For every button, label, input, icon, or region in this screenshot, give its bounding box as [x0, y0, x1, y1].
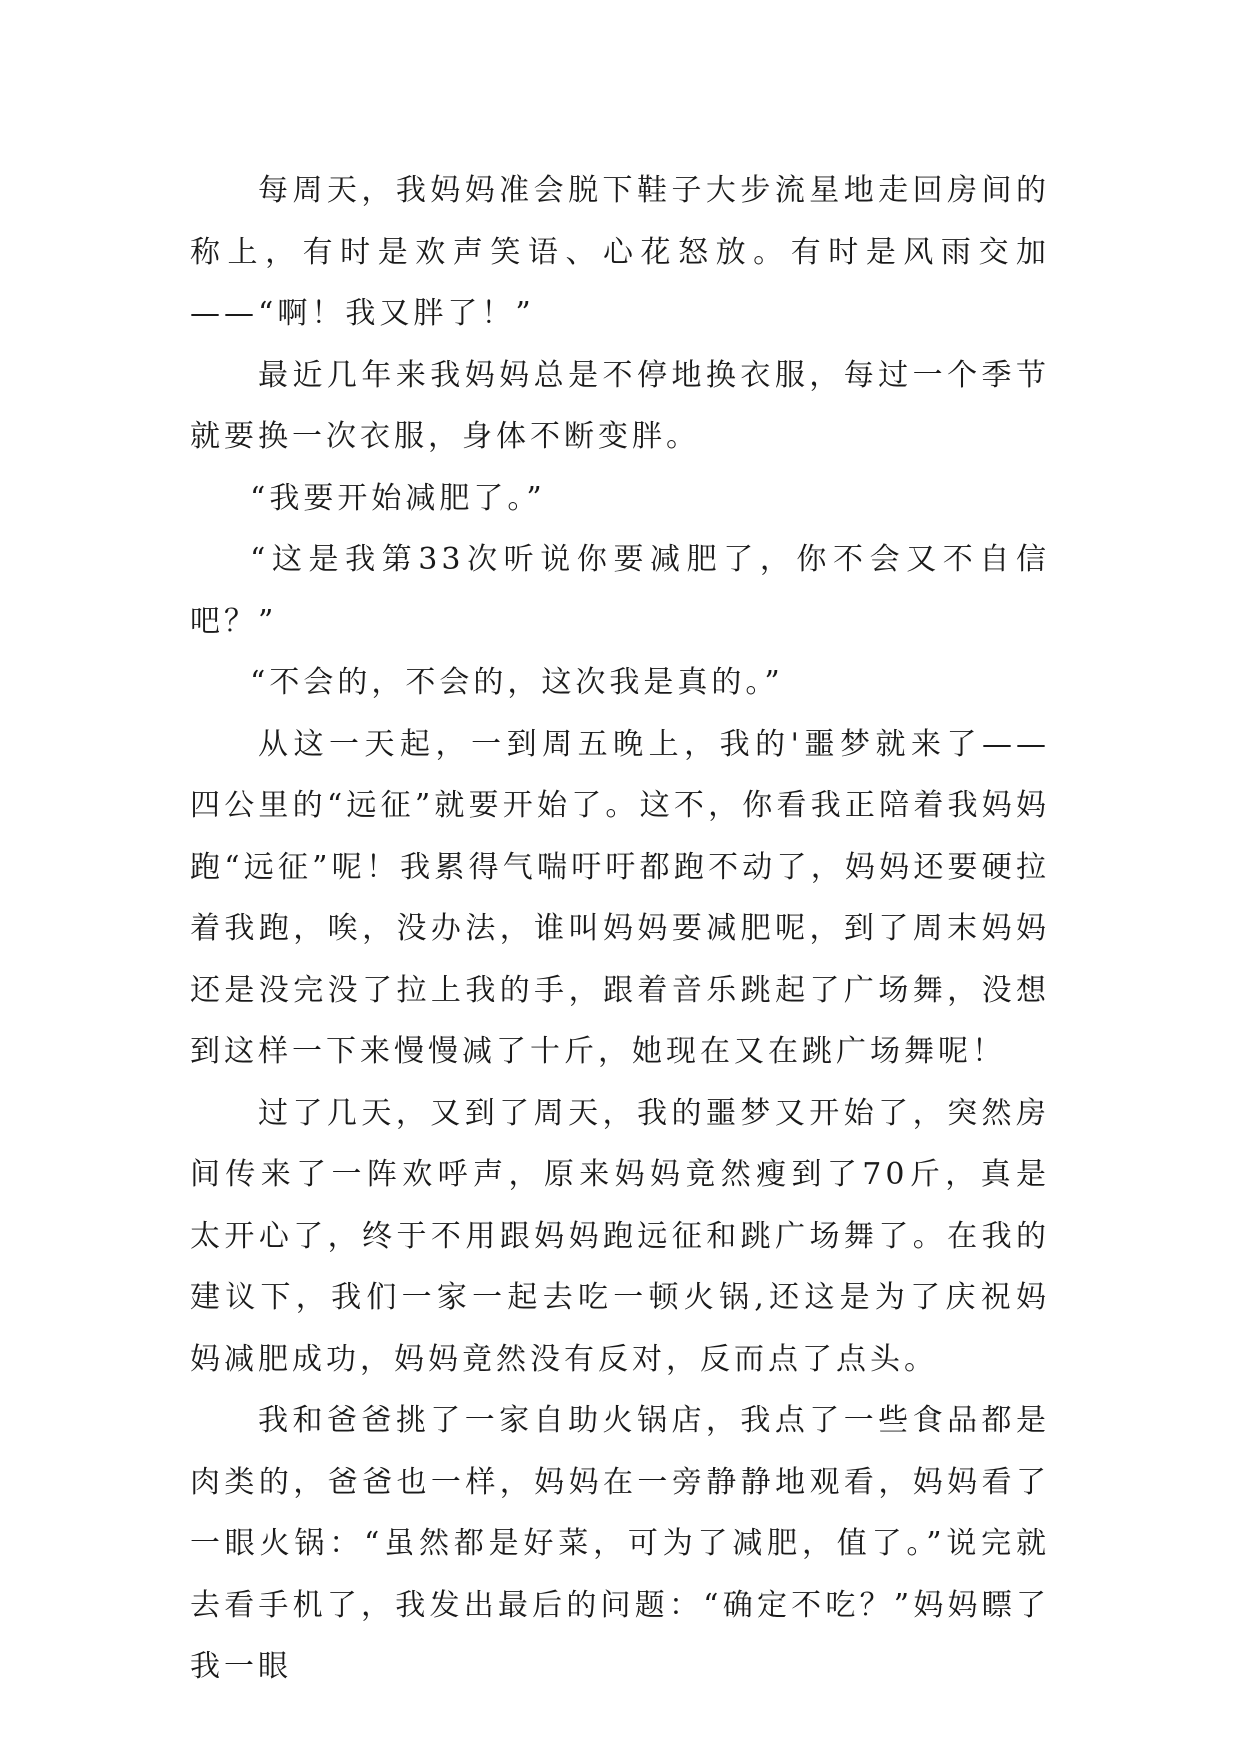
document-body — [190, 160, 1050, 1698]
paragraph-1: 每周天，我妈妈准会脱下鞋子大步流星地走回房间的称上，有时是欢声笑语、心花怒放。有时是风雨交加——“啊！我又胖了！” — [190, 173, 1050, 331]
paragraph-7: 过了几天，又到了周天，我的噩梦又开始了，突然房间传来了一阵欢呼声，原来妈妈竟然瘦到了70斤，真是太开心了，终于不用跟妈妈跑远征和跳广场舞了。在我的建议下，我们一家一起去吃一顿火锅,还这是为了庆祝妈妈减肥成功，妈妈竟然没有反对，反而点了点头。 — [190, 1095, 1050, 1377]
paragraph-4: “这是我第33次听说你要减肥了，你不会又不自信吧？” — [190, 542, 1050, 639]
paragraph-6: 从这一天起，一到周五晚上，我的'噩梦就来了——四公里的“远征”就要开始了。这不，你看我正陪着我妈妈跑“远征”呢！我累得气喘吁吁都跑不动了，妈妈还要硬拉着我跑，唉，没办法，谁叫妈妈要减肥呢，到了周末妈妈还是没完没了拉上我的手，跟着音乐跳起了广场舞，没想到这样一下来慢慢减了十斤，她现在又在跳广场舞呢！ — [190, 726, 1050, 1069]
paragraph-3: “我要开始减肥了。” — [250, 480, 546, 516]
paragraph-8: 我和爸爸挑了一家自助火锅店，我点了一些食品都是肉类的，爸爸也一样，妈妈在一旁静静地观看，妈妈看了一眼火锅：“虽然都是好菜，可为了减肥，值了。”说完就去看手机了，我发出最后的问题：“确定不吃？”妈妈瞟了我一眼 — [190, 1403, 1050, 1684]
paragraph-5: “不会的，不会的，这次我是真的。” — [250, 665, 784, 700]
paragraph-2: 最近几年来我妈妈总是不停地换衣服，每过一个季节就要换一次衣服，身体不断变胖。 — [190, 357, 1050, 454]
